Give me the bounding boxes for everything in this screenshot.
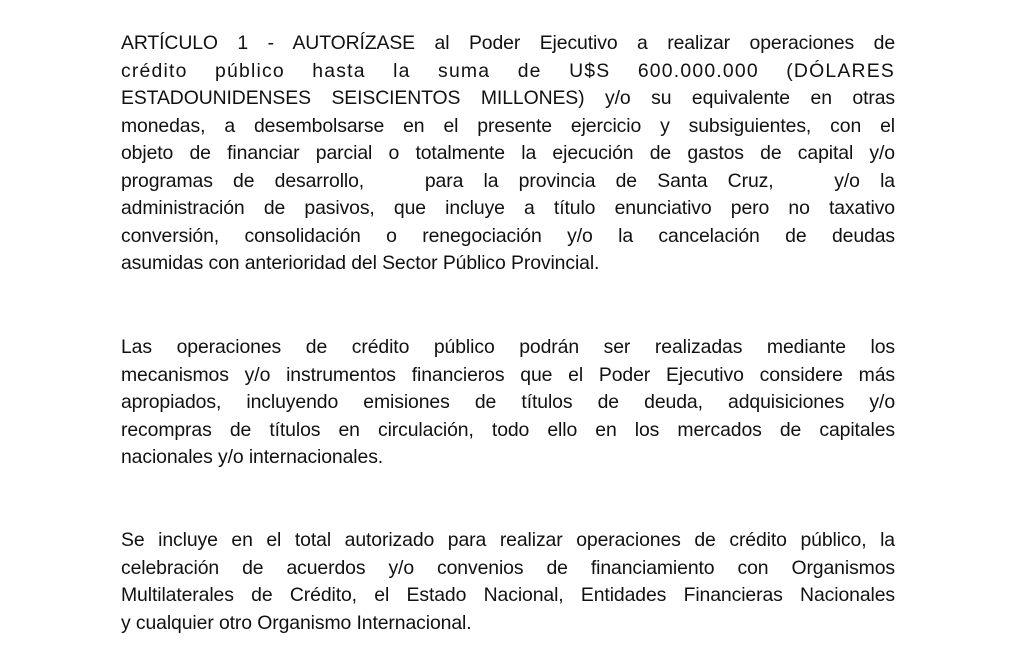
text-line: ESTADOUNIDENSES SEISCIENTOS MILLONES) y/o su equivalente en otras [121,87,895,109]
text-line: Multilaterales de Crédito, el Estado Nacional, Entidades Financieras Nacionales [121,584,895,606]
article-1-paragraph [121,30,895,278]
text-line: y cualquier otro Organismo Internacional. [121,611,472,634]
authorized-total-paragraph [121,527,895,637]
text-line: administración de pasivos, que incluye a título enunciativo pero no taxativo [121,197,895,219]
text-line: objeto de financiar parcial o totalmente la ejecución de gastos de capital y/o [121,142,895,164]
text-line: conversión, consolidación o renegociación y/o la cancelación de deudas [121,224,895,247]
text-line: nacionales y/o internacionales. [121,446,384,468]
text-line: recompras de títulos en circulación, todo ello en los mercados de capitales [121,418,895,441]
text-line: crédito público hasta la suma de U$S 600.000.000 (DÓLARES [121,59,895,82]
credit-mechanisms-paragraph [121,334,895,472]
text-line: Las operaciones de crédito público podrán ser realizadas mediante los [121,336,895,358]
text-line: Se incluye en el total autorizado para realizar operaciones de crédito público, la [121,529,895,551]
text-line: monedas, a desembolsarse en el presente ejercicio y subsiguientes, con el [121,114,895,137]
text-line: asumidas con anterioridad del Sector Público Provincial. [121,252,600,274]
text-line: mecanismos y/o instrumentos financieros que el Poder Ejecutivo considere más [121,363,895,386]
text-line: ARTÍCULO 1 - AUTORÍZASE al Poder Ejecutivo a realizar operaciones de [121,32,895,54]
text-line: celebración de acuerdos y/o convenios de financiamiento con Organismos [121,556,895,579]
text-line: apropiados, incluyendo emisiones de títulos de deuda, adquisiciones y/o [121,391,895,413]
text-line: programas de desarrollo, para la provincia de Santa Cruz, y/o la [121,169,895,192]
